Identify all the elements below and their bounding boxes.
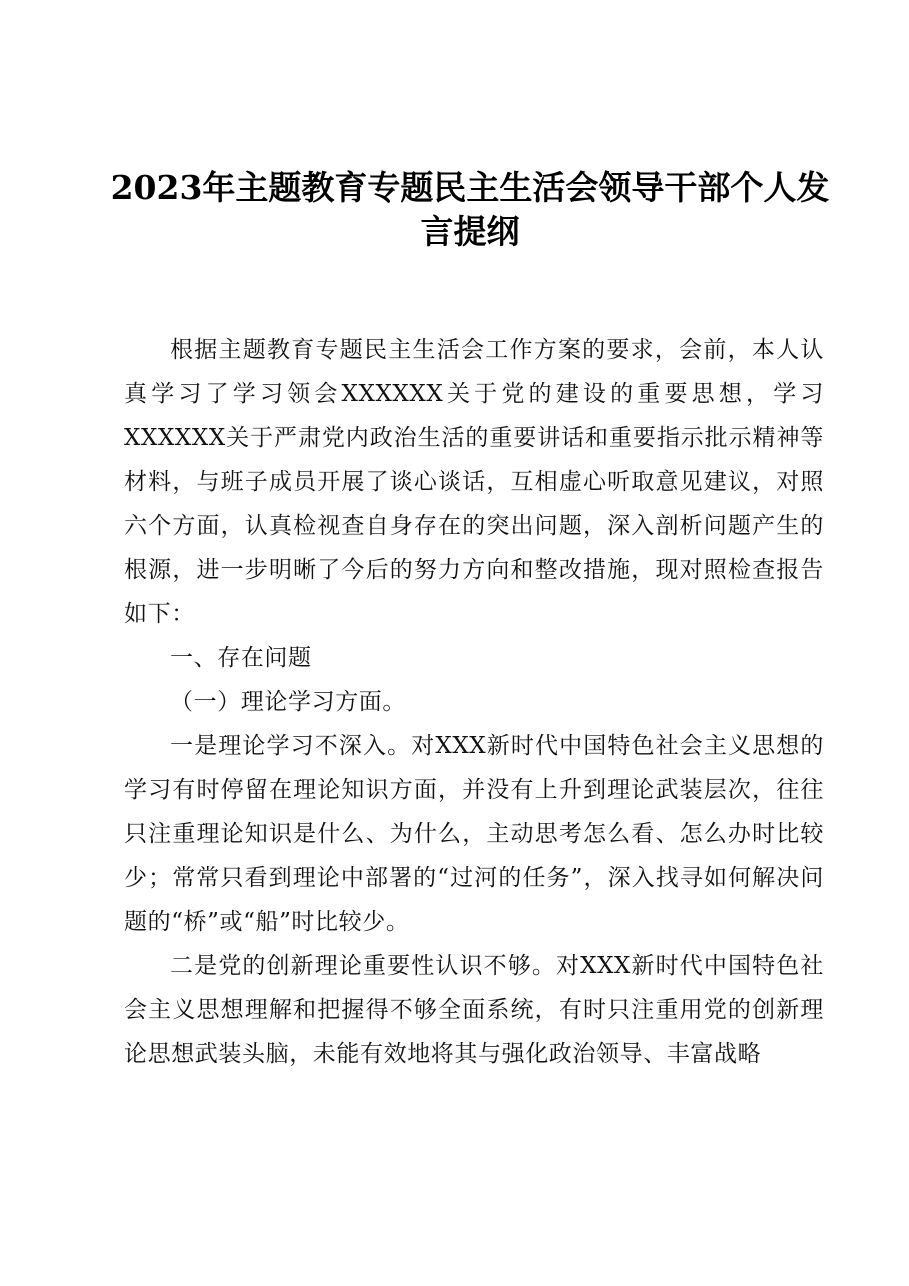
intro-paragraph: 根据主题教育专题民主生活会工作方案的要求，会前，本人认真学习了学习领会XXXXXX关于党的建设的重要思想，学习XXXXXX关于严肃党内政治生活的重要讲话和重要指示批示精神等材料，与班子成员开展了谈心谈话，互相虚心听取意见建议，对照六个方面，认真检视查自身存在的突出问题，深入剖析问题产生的根源，进一步明晰了今后的努力方向和整改措施，现对照检查报告如下： — [124, 337, 824, 627]
section-heading: 一、存在问题 — [170, 645, 312, 671]
subsection-heading: （一）理论学习方面。 — [170, 689, 406, 715]
body-paragraph: 二是党的创新理论重要性认识不够。对XXX新时代中国特色社会主义思想理解和把握得不够全面系统，有时只注重用党的创新理论思想武装头脑，未能有效地将其与强化政治领导、丰富战略 — [124, 953, 824, 1067]
document-body — [124, 328, 824, 1076]
body-paragraph: 一是理论学习不深入。对XXX新时代中国特色社会主义思想的学习有时停留在理论知识方面，并没有上升到理论武装层次，往往只注重理论知识是什么、为什么，主动思考怎么看、怎么办时比较少；常常只看到理论中部署的“过河的任务”，深入找寻如何解决问题的“桥”或“船”时比较少。 — [124, 733, 824, 935]
document-title: 2023年主题教育专题民主生活会领导干部个人发言提纲 — [110, 168, 830, 251]
